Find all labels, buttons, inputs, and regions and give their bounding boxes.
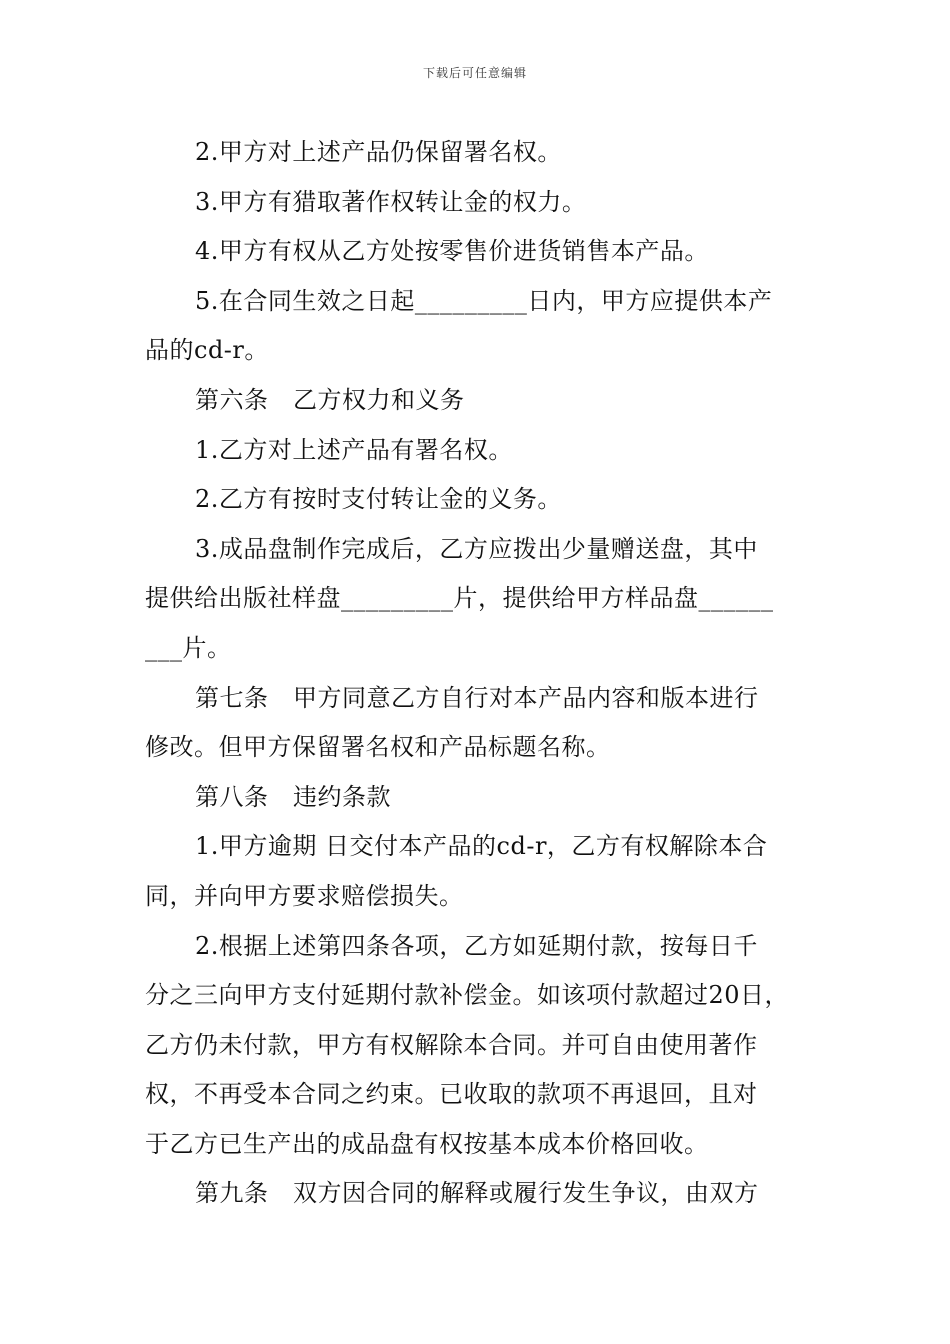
text-line: 2.根据上述第四条各项，乙方如延期付款，按每日千 (195, 931, 758, 960)
text-line: 权，不再受本合同之约束。已收取的款项不再退回，且对 (145, 1080, 758, 1109)
text-line: 1.乙方对上述产品有署名权。 (195, 435, 513, 464)
text-line: 3.成品盘制作完成后，乙方应拨出少量赠送盘，其中 (195, 534, 758, 563)
page-header-note: 下载后可任意编辑 (422, 66, 527, 80)
text-line: 2.乙方有按时支付转让金的义务。 (195, 485, 562, 514)
text-line: 于乙方已生产出的成品盘有权按基本成本价格回收。 (145, 1129, 709, 1158)
text-line: 同，并向甲方要求赔偿损失。 (145, 881, 464, 910)
text-line: 第六条 乙方权力和义务 (195, 385, 465, 414)
text-line: 提供给出版社样盘_________片，提供给甲方样品盘______ (145, 584, 774, 613)
text-line: 第八条 违约条款 (195, 782, 391, 811)
text-line: 4.甲方有权从乙方处按零售价进货销售本产品。 (195, 237, 709, 266)
text-line: 分之三向甲方支付延期付款补偿金。如该项付款超过20日， (145, 981, 790, 1010)
text-line: 2.甲方对上述产品仍保留署名权。 (195, 138, 562, 166)
contract-body (145, 128, 810, 1219)
text-line: 修改。但甲方保留署名权和产品标题名称。 (145, 733, 611, 762)
text-line: ___片。 (145, 633, 232, 662)
text-line: 乙方仍未付款，甲方有权解除本合同。并可自由使用著作 (145, 1030, 758, 1059)
text-line: 5.在合同生效之日起_________日内，甲方应提供本产 (195, 286, 773, 315)
text-line: 品的cd-r。 (145, 336, 269, 365)
text-line: 3.甲方有猎取著作权转让金的权力。 (195, 187, 587, 216)
text-line: 第九条 双方因合同的解释或履行发生争议，由双方 (195, 1179, 759, 1208)
text-line: 1.甲方逾期 日交付本产品的cd-r，乙方有权解除本合 (195, 832, 768, 861)
text-line: 第七条 甲方同意乙方自行对本产品内容和版本进行 (195, 683, 759, 712)
